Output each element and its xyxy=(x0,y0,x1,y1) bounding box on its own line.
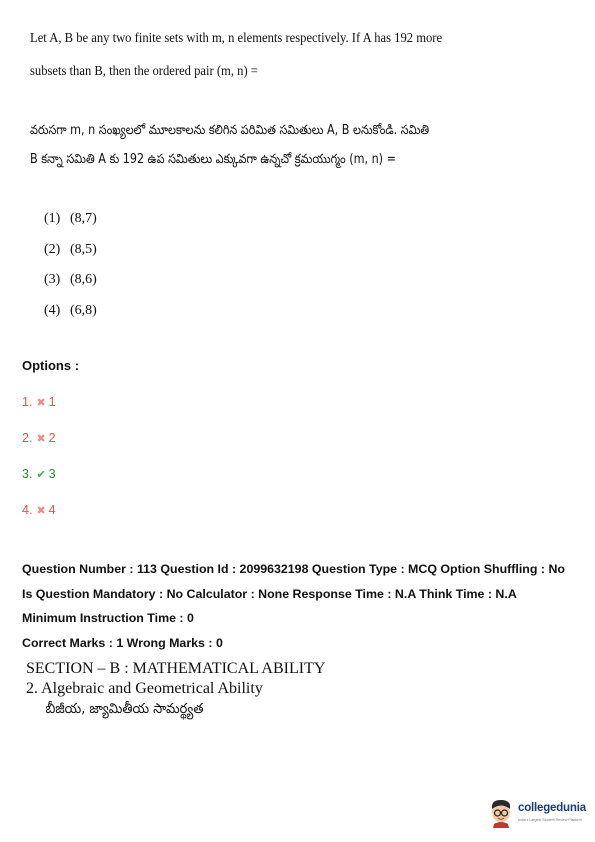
question-telugu-line: వరుసగా m, n సంఖ్యలలో మూలకాలను కలిగిన పరిమిత సమితులు A, B లనుకోండి. సమితి xyxy=(30,123,430,138)
option-number: (1) xyxy=(44,211,61,226)
option-number: (2) xyxy=(44,241,61,257)
option-text: (8,7) xyxy=(70,211,97,226)
section-telugu: బీజీయ, జ్యామితీయ సామర్థ్యత xyxy=(45,701,204,717)
check-icon: ✔ xyxy=(36,469,46,481)
brand-tagline: India's Largest Student Review Platform xyxy=(518,818,582,822)
brand-logo xyxy=(488,796,588,836)
mascot-icon xyxy=(488,798,514,828)
section-title: SECTION – B : MATHEMATICAL ABILITY xyxy=(26,660,326,677)
answer-number: 4. xyxy=(22,503,33,517)
answer-number: 2. xyxy=(22,431,33,445)
answer-value: 2 xyxy=(48,431,56,445)
answer-item xyxy=(22,503,56,539)
marks-line: Correct Marks : 1 Wrong Marks : 0 xyxy=(22,636,223,650)
cross-icon: ✖ xyxy=(36,433,46,445)
question-meta-line: Question Number : 113 Question Id : 2099632198 Question Type : MCQ Option Shuffling : No xyxy=(22,562,565,576)
option-number: (4) xyxy=(44,302,61,318)
question-option xyxy=(44,265,97,296)
question-option xyxy=(44,296,97,327)
cross-icon: ✖ xyxy=(36,505,46,517)
question-telugu xyxy=(30,116,477,174)
question-meta-line: Is Question Mandatory : No Calculator : None Response Time : N.A Think Time : N.A xyxy=(22,587,517,601)
option-text: (8,6) xyxy=(70,272,97,287)
answer-number: 1. xyxy=(22,395,33,409)
question-english-line: subsets than B, then the ordered pair (m, n) = xyxy=(30,64,258,79)
section-subtitle: 2. Algebraic and Geometrical Ability xyxy=(26,680,263,697)
option-text: (8,5) xyxy=(70,241,97,257)
cross-icon: ✖ xyxy=(36,397,46,409)
answer-list xyxy=(22,395,56,539)
answer-item xyxy=(22,395,56,431)
answer-value: 1 xyxy=(48,395,56,409)
question-english-line: Let A, B be any two finite sets with m, n elements respectively. If A has 192 more xyxy=(30,31,443,46)
question-option xyxy=(44,204,97,235)
options-heading: Options : xyxy=(22,358,80,373)
option-text: (6,8) xyxy=(70,302,97,318)
option-number: (3) xyxy=(44,272,61,287)
question-options xyxy=(44,204,97,326)
section-header xyxy=(26,659,325,719)
question-telugu-line: B కన్నా సమితి A కు 192 ఉప సమితులు ఎక్కువగా ఉన్నచో క్రమయుగ్మం (m, n) = xyxy=(30,152,396,167)
answer-number: 3. xyxy=(22,467,33,481)
brand-name: collegedunia xyxy=(518,802,586,814)
question-english xyxy=(30,22,498,88)
answer-item xyxy=(22,431,56,467)
answer-value: 4 xyxy=(48,503,56,517)
question-meta-line: Minimum Instruction Time : 0 xyxy=(22,611,194,625)
answer-value: 3 xyxy=(48,467,56,481)
answer-item xyxy=(22,467,56,503)
question-option xyxy=(44,235,97,266)
